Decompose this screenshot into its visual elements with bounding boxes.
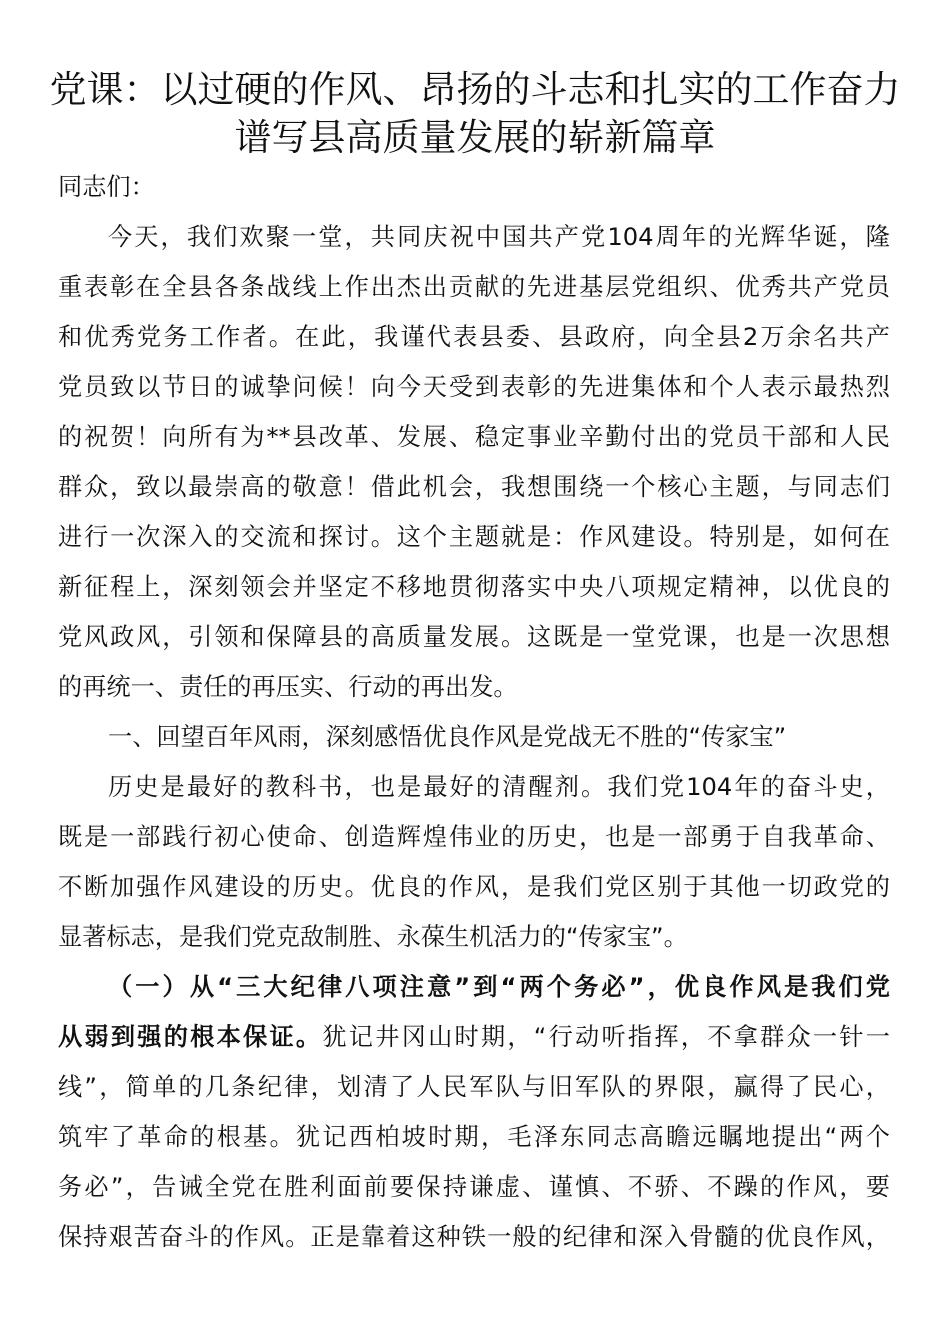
paragraph-line: 今天，我们欢聚一堂，共同庆祝中国共产党104周年的光辉华诞，隆 [108, 223, 890, 251]
paragraph-2 [58, 762, 890, 962]
paragraph-line: 历史是最好的教科书，也是最好的清醒剂。我们党104年的奋斗史， [108, 773, 890, 801]
paragraph-line: 显著标志，是我们党克敌制胜、永葆生机活力的“传家宝”。 [58, 923, 688, 951]
paragraph-line: 的再统一、责任的再压实、行动的再出发。 [58, 673, 518, 701]
paragraph-line: 和优秀党务工作者。在此，我谨代表县委、县政府，向全县2万余名共产 [58, 323, 890, 351]
paragraph-line: 重表彰在全县各条战线上作出杰出贡献的先进基层党组织、优秀共产党员 [58, 273, 890, 301]
paragraph-1 [58, 212, 890, 712]
paragraph-line: 不断加强作风建设的历史。优良的作风，是我们党区别于其他一切政党的 [58, 873, 890, 901]
paragraph-line: 务必”，告诫全党在胜利面前要保持谦虚、谨慎、不骄、不躁的作风，要 [58, 1173, 890, 1201]
section-1-heading: 一、回望百年风雨，深刻感悟优良作风是党战无不胜的“传家宝” [108, 723, 787, 751]
document-title-line-1: 党课：以过硬的作风、昂扬的斗志和扎实的工作奋力 [49, 68, 901, 111]
paragraph-3 [58, 962, 890, 1262]
paragraph-line: 党风政风，引领和保障县的高质量发展。这既是一堂党课，也是一次思想 [58, 623, 890, 651]
paragraph-line: 保持艰苦奋斗的作风。正是靠着这种铁一般的纪律和深入骨髓的优良作风， [58, 1223, 890, 1251]
paragraph-line: 党员致以节日的诚挚问候！向今天受到表彰的先进集体和个人表示最热烈 [58, 373, 890, 401]
document-body [58, 162, 890, 1262]
paragraph-line: 线”，简单的几条纪律，划清了人民军队与旧军队的界限，赢得了民心， [58, 1073, 890, 1101]
salutation: 同志们： [58, 173, 155, 201]
paragraph-line: 群众，致以最崇高的敬意！借此机会，我想围绕一个核心主题，与同志们 [58, 473, 890, 501]
document-title-line-2: 谱写县高质量发展的崭新篇章 [234, 116, 716, 159]
paragraph-line: 既是一部践行初心使命、创造辉煌伟业的历史，也是一部勇于自我革命、 [58, 823, 890, 851]
paragraph-line-text: 犹记井冈山时期，“行动听指挥，不拿群众一针一 [322, 1023, 890, 1051]
paragraph-line: 筑牢了革命的根基。犹记西柏坡时期，毛泽东同志高瞻远瞩地提出“两个 [58, 1123, 890, 1151]
paragraph-line [58, 1012, 890, 1062]
subsection-1-heading-end: 从弱到强的根本保证。 [58, 1023, 323, 1051]
paragraph-line: 进行一次深入的交流和探讨。这个主题就是：作风建设。特别是，如何在 [58, 523, 890, 551]
subsection-1-heading: （一）从“三大纪律八项注意”到“两个务必”，优良作风是我们党 [108, 973, 890, 1001]
paragraph-line: 新征程上，深刻领会并坚定不移地贯彻落实中央八项规定精神，以优良的 [58, 573, 890, 601]
paragraph-line: 的祝贺！向所有为**县改革、发展、稳定事业辛勤付出的党员干部和人民 [58, 423, 890, 451]
